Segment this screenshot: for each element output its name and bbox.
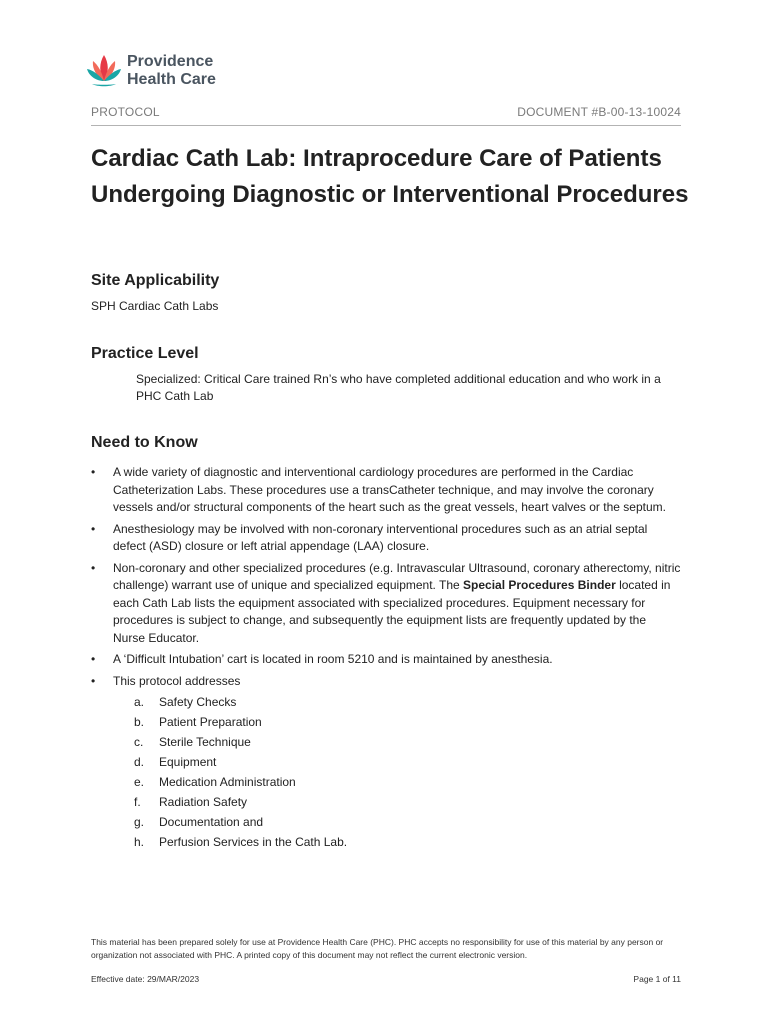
item-letter: c. bbox=[134, 735, 144, 749]
bullet-text-before: Non-coronary and other specialized procedures (e.g. Intravascular Ultrasound, coronary atherectomy, nitric challenge) warrant use of unique and specialized equipment. The bbox=[113, 560, 681, 592]
list-item bbox=[91, 464, 681, 517]
item-text: Safety Checks bbox=[159, 695, 237, 709]
document-title: Cardiac Cath Lab: Intraprocedure Care of Patients Undergoing Diagnostic or Interventional Procedures bbox=[91, 145, 689, 208]
list-item bbox=[91, 651, 681, 669]
site-applicability-heading: Site Applicability bbox=[91, 272, 220, 289]
list-item bbox=[113, 693, 681, 713]
bullet-text: A wide variety of diagnostic and interventional cardiology procedures are performed in the Cardiac Catheterization Labs. These procedures use a transCatheter technique, and may involve the coronary vessels and/or structural components of the heart such as the great vessels, heart valves or the septum. bbox=[113, 465, 666, 514]
list-item bbox=[91, 673, 681, 854]
need-to-know-heading: Need to Know bbox=[91, 434, 198, 451]
list-item bbox=[113, 833, 681, 853]
list-item bbox=[91, 521, 681, 556]
item-text: Perfusion Services in the Cath Lab. bbox=[159, 835, 348, 849]
logo-line-2: Health Care bbox=[127, 71, 216, 88]
item-letter: f. bbox=[134, 795, 141, 809]
list-item bbox=[113, 733, 681, 753]
logo-line-1: Providence bbox=[127, 53, 214, 70]
list-item bbox=[113, 773, 681, 793]
special-procedures-binder: Special Procedures Binder bbox=[463, 578, 616, 592]
item-letter: g. bbox=[134, 815, 145, 829]
item-text: Patient Preparation bbox=[159, 715, 262, 729]
practice-level-heading: Practice Level bbox=[91, 345, 199, 362]
lotus-icon bbox=[86, 51, 122, 91]
item-text: Equipment bbox=[159, 755, 217, 769]
item-text: Radiation Safety bbox=[159, 795, 248, 809]
list-item bbox=[113, 713, 681, 733]
protocol-topics-list bbox=[113, 693, 681, 853]
item-text: Sterile Technique bbox=[159, 735, 251, 749]
item-letter: b. bbox=[134, 715, 145, 729]
effective-date: Effective date: 29/MAR/2023 bbox=[91, 974, 200, 984]
practice-level-text: Specialized: Critical Care trained Rn’s who have completed additional education and who work in a PHC Cath Lab bbox=[136, 372, 661, 403]
footer-disclaimer: This material has been prepared solely for use at Providence Health Care (PHC). PHC accepts no responsibility for use of this material by any person or organization not associated with PHC. A printed copy of this document may not reflect the current electronic version. bbox=[91, 937, 664, 960]
bullet-text: Anesthesiology may be involved with non-coronary interventional procedures such as an atrial septal defect (ASD) closure or left atrial appendage (LAA) closure. bbox=[113, 521, 648, 553]
document-header bbox=[91, 105, 681, 126]
list-item bbox=[91, 560, 681, 648]
document-number: DOCUMENT #B-00-13-10024 bbox=[517, 105, 681, 119]
item-letter: a. bbox=[134, 695, 145, 709]
need-to-know-list bbox=[91, 464, 681, 857]
document-type: PROTOCOL bbox=[91, 105, 160, 119]
list-item bbox=[113, 793, 681, 813]
item-text: Documentation and bbox=[159, 815, 264, 829]
page-number: Page 1 of 11 bbox=[633, 974, 681, 984]
bullet-text: This protocol addresses bbox=[113, 673, 241, 688]
providence-logo bbox=[86, 50, 236, 92]
bullet-text-after: located in each Cath Lab lists the equipment associated with specialized procedures. Equipment necessary for procedures is subject to change, and subsequently the equipment lists are frequently updated by the Nurse Educator. bbox=[113, 578, 671, 645]
list-item bbox=[113, 753, 681, 773]
item-letter: d. bbox=[134, 755, 145, 769]
list-item bbox=[113, 813, 681, 833]
item-letter: h. bbox=[134, 835, 145, 849]
item-text: Medication Administration bbox=[159, 775, 296, 789]
item-letter: e. bbox=[134, 775, 145, 789]
site-applicability-text: SPH Cardiac Cath Labs bbox=[91, 299, 219, 313]
bullet-text: A ‘Difficult Intubation’ cart is located in room 5210 and is maintained by anesthesia. bbox=[113, 652, 553, 666]
